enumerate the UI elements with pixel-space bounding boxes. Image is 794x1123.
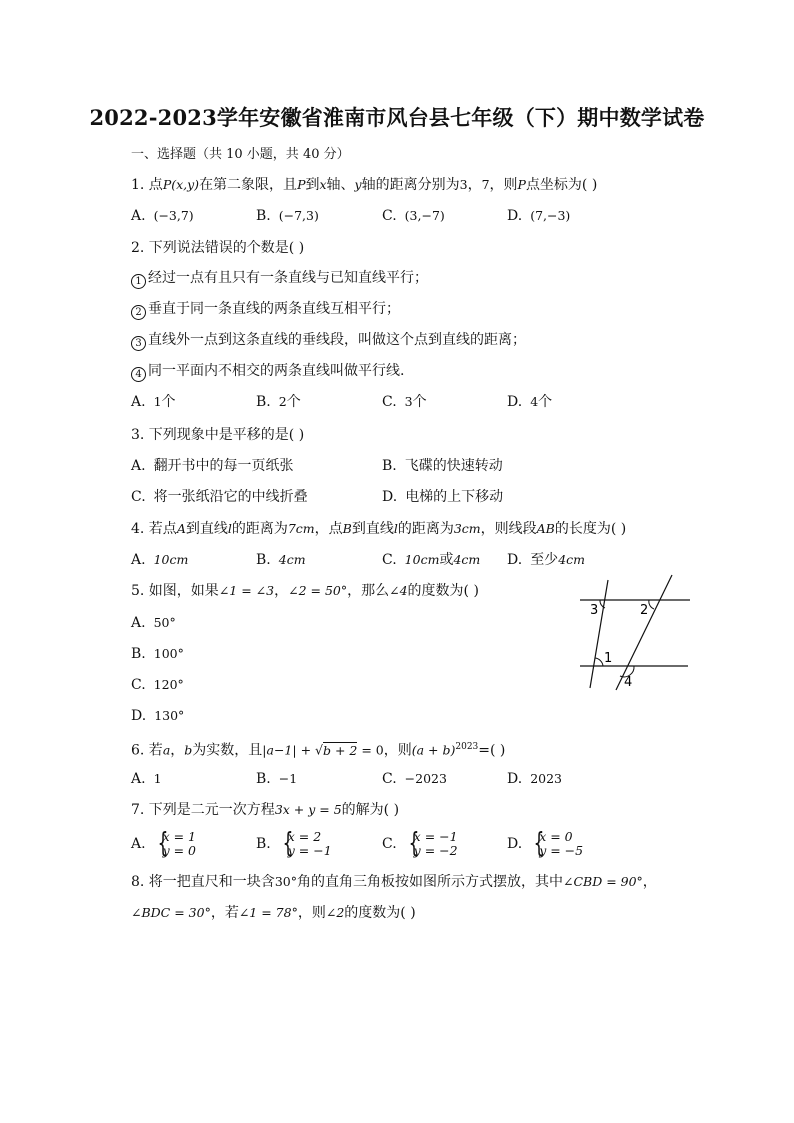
- angle-2-arc: [649, 600, 654, 609]
- right-transversal: [616, 575, 672, 690]
- brace-icon: {: [282, 826, 294, 859]
- q4-option-b[interactable]: [256, 551, 306, 569]
- statement-text: 同一平面内不相交的两条直线叫做平行线.: [148, 363, 405, 379]
- system-line: y = −2: [413, 843, 458, 858]
- angle-label: 4: [624, 675, 633, 690]
- option-label: B.: [256, 394, 271, 410]
- option-text: 130°: [154, 708, 185, 723]
- q1-option-a[interactable]: [131, 207, 194, 225]
- option-math: 10cm: [404, 552, 440, 567]
- sqrt-sign: √: [315, 742, 323, 758]
- option-label: D.: [131, 708, 147, 724]
- q6-op: = 0: [357, 742, 384, 758]
- q5-option-c[interactable]: [131, 676, 184, 694]
- q1-var: y: [354, 177, 362, 192]
- q2-option-d[interactable]: [507, 393, 552, 411]
- q8-expr: ∠2: [325, 905, 345, 920]
- question-7-stem: [131, 801, 399, 819]
- q2-statement: [131, 331, 526, 351]
- option-unit: 个: [161, 394, 176, 410]
- option-label: C.: [382, 771, 397, 787]
- q7-text: 的解为( ): [341, 802, 400, 818]
- option-label: C.: [131, 489, 146, 505]
- q5-text: ，: [274, 583, 289, 599]
- q5-parallel-lines-figure: [576, 572, 692, 696]
- q4-text: 的长度为( ): [554, 521, 627, 537]
- q1-text: ，: [467, 177, 482, 193]
- option-label: B.: [256, 552, 271, 568]
- option-text: 至少: [530, 552, 559, 568]
- option-label: D.: [507, 552, 523, 568]
- system-line: y = 0: [162, 843, 196, 858]
- angle-1-arc: [595, 658, 603, 666]
- brace-icon: {: [408, 826, 419, 859]
- option-label: A.: [131, 771, 146, 787]
- q2-option-c[interactable]: [382, 393, 427, 411]
- q1-text: 轴的距离分别为: [361, 177, 460, 193]
- q7-equation: 3x + y = 5: [274, 802, 342, 817]
- q8-expr: ∠BDC = 30°: [131, 905, 211, 920]
- q5-text: ，那么: [347, 583, 390, 599]
- q8-expr: ∠CBD = 90°: [562, 874, 643, 889]
- q1-var: P: [517, 177, 526, 192]
- statement-text: 直线外一点到这条直线的垂线段，叫做这个点到直线的距离；: [148, 332, 526, 348]
- option-label: C.: [382, 208, 397, 224]
- equation-system: [154, 826, 196, 859]
- option-unit: 个: [538, 394, 553, 410]
- q4-text: 到直线: [351, 521, 394, 537]
- option-label: D.: [382, 489, 398, 505]
- option-label: A.: [131, 615, 146, 631]
- option-text: 100°: [153, 646, 184, 661]
- q5-option-b[interactable]: [131, 645, 184, 663]
- option-label: C.: [131, 677, 146, 693]
- circled-number: 1: [131, 274, 146, 289]
- option-label: A.: [131, 208, 146, 224]
- q6-exponent: 2023: [455, 742, 479, 752]
- q5-text: 5. 如图，如果: [131, 583, 219, 599]
- brace-icon: {: [157, 826, 168, 859]
- equation-system: [279, 826, 332, 859]
- q6-power-base: (a + b): [411, 742, 456, 758]
- option-label: D.: [507, 771, 523, 787]
- q1-text: 在第二象限，且: [199, 177, 298, 193]
- option-label: A.: [131, 394, 146, 410]
- option-num: 1: [153, 394, 162, 409]
- option-label: C.: [382, 552, 397, 568]
- q6-var: b: [184, 742, 193, 758]
- q4-option-a[interactable]: [131, 551, 188, 569]
- q5-option-a[interactable]: [131, 614, 176, 632]
- option-math: 4cm: [278, 552, 306, 567]
- q6-var: a: [162, 742, 171, 758]
- q4-var: l: [227, 521, 232, 536]
- option-text: (−3,7): [153, 208, 194, 223]
- system-line: x = 1: [162, 829, 196, 844]
- q7-option-d[interactable]: [507, 826, 584, 859]
- question-8-stem-cont: [131, 904, 416, 922]
- option-num: 2: [278, 394, 287, 409]
- option-text: 电梯的上下移动: [405, 489, 504, 505]
- q6-text: ，则: [383, 742, 412, 759]
- question-5-stem: [131, 582, 479, 600]
- q4-var: l: [393, 521, 398, 536]
- option-unit: 个: [412, 394, 427, 410]
- system-line: x = −1: [413, 829, 458, 844]
- option-text: −1: [278, 771, 298, 786]
- brace-icon: {: [533, 826, 545, 859]
- q2-statement: [131, 362, 404, 382]
- q7-option-c[interactable]: [382, 826, 458, 859]
- q6-option-a[interactable]: [131, 770, 162, 788]
- q4-var: A: [176, 521, 186, 536]
- q4-text: 4. 若点: [131, 521, 177, 537]
- q1-text: ，则: [489, 177, 518, 193]
- page-title: 2022-2023学年安徽省淮南市风台县七年级（下）期中数学试卷: [89, 105, 705, 130]
- question-4-stem: [131, 520, 626, 538]
- q4-text: 的距离为: [231, 521, 288, 537]
- q8-text: ，则: [297, 905, 326, 921]
- option-math: 4cm: [453, 552, 481, 567]
- angle-label: 3: [590, 603, 599, 618]
- q1-text: 轴、: [326, 177, 355, 193]
- statement-text: 垂直于同一条直线的两条直线互相平行；: [148, 301, 400, 317]
- option-text: 翻开书中的每一页纸张: [153, 458, 294, 474]
- q6-option-c[interactable]: [382, 770, 447, 788]
- option-unit: 个: [286, 394, 301, 410]
- circled-number: 3: [131, 336, 146, 351]
- system-line: y = −1: [287, 843, 332, 858]
- q4-var: B: [342, 521, 352, 536]
- q6-sqrt-expr: b + 2: [322, 742, 358, 758]
- option-text: 120°: [153, 677, 184, 692]
- q1-option-d[interactable]: [507, 207, 570, 225]
- system-line: x = 2: [287, 829, 322, 844]
- option-text: (7,−3): [530, 208, 571, 223]
- option-math: 10cm: [153, 552, 189, 567]
- q3-option-a[interactable]: [131, 457, 294, 475]
- circled-number: 2: [131, 305, 146, 320]
- option-label: D.: [507, 836, 523, 852]
- section-heading: 一、选择题（共 10 小题，共 40 分）: [131, 147, 350, 162]
- q1-text: 1. 点: [131, 177, 163, 193]
- q4-text: 到直线: [185, 521, 228, 537]
- q8-degree: 30°: [274, 874, 297, 889]
- angle-label: 2: [640, 603, 649, 618]
- left-transversal: [590, 580, 608, 688]
- q8-text: 8. 将一把直尺和一块含: [131, 874, 275, 890]
- q6-text: ，: [170, 742, 185, 759]
- q5-text: 的度数为( ): [407, 583, 479, 599]
- option-label: B.: [131, 646, 146, 662]
- q8-text: ，若: [210, 905, 239, 921]
- q6-abs-expr: |a−1|: [262, 742, 297, 758]
- q3-option-c[interactable]: [131, 488, 308, 506]
- question-8-stem: [131, 873, 657, 891]
- q4-var: AB: [536, 521, 555, 536]
- q8-text: 的度数为( ): [344, 905, 416, 921]
- q7-option-b[interactable]: [256, 826, 332, 859]
- option-label: B.: [382, 458, 397, 474]
- q6-text: =( ): [478, 742, 506, 759]
- option-text: 2023: [530, 771, 562, 786]
- q5-expr: ∠4: [389, 583, 408, 598]
- q2-statement: [131, 269, 428, 289]
- question-3-stem: 3. 下列现象中是平移的是( ): [131, 427, 305, 443]
- option-text: 飞碟的快速转动: [404, 458, 503, 474]
- q1-var: P: [297, 177, 306, 192]
- q1-text: 到: [305, 177, 320, 193]
- q1-option-c[interactable]: [382, 207, 445, 225]
- option-text: (3,−7): [404, 208, 445, 223]
- system-line: x = 0: [539, 829, 573, 844]
- q8-expr: ∠1 = 78°: [238, 905, 298, 920]
- circled-number: 4: [131, 367, 146, 382]
- equation-system: [405, 826, 458, 859]
- equation-system: [530, 826, 584, 859]
- q4-option-d[interactable]: [507, 551, 585, 569]
- option-num: 4: [530, 394, 539, 409]
- q4-distance: 7cm: [287, 521, 315, 536]
- option-label: B.: [256, 771, 271, 787]
- option-text: 1: [153, 771, 162, 786]
- q5-expr: ∠1 = ∠3: [218, 583, 275, 598]
- q6-text: 为实数，且: [192, 742, 263, 759]
- option-label: C.: [382, 836, 397, 852]
- option-label: B.: [256, 208, 271, 224]
- q3-option-d[interactable]: [382, 488, 503, 506]
- q1-var: x: [319, 177, 327, 192]
- q4-text: ，点: [314, 521, 343, 537]
- q8-text: ，: [642, 874, 657, 890]
- q2-option-b[interactable]: [256, 393, 301, 411]
- q7-option-a[interactable]: [131, 826, 196, 859]
- system-line: y = −5: [539, 843, 584, 858]
- question-6-stem: [131, 738, 505, 760]
- option-text: 或: [439, 552, 454, 568]
- q5-option-d[interactable]: [131, 707, 184, 725]
- option-label: C.: [382, 394, 397, 410]
- statement-text: 经过一点有且只有一条直线与已知直线平行；: [148, 270, 428, 286]
- option-text: 将一张纸沿它的中线折叠: [153, 489, 308, 505]
- question-1-stem: [131, 176, 597, 194]
- q6-option-b[interactable]: [256, 770, 297, 788]
- option-text: (−7,3): [278, 208, 319, 223]
- q1-num: 7: [481, 177, 490, 192]
- angle-label: 1: [604, 651, 613, 666]
- q4-text: ，则线段: [480, 521, 537, 537]
- q4-text: 的距离为: [397, 521, 454, 537]
- option-label: D.: [507, 394, 523, 410]
- option-label: A.: [131, 552, 146, 568]
- option-text: 50°: [153, 615, 176, 630]
- q4-option-c[interactable]: [382, 551, 480, 569]
- q1-option-b[interactable]: [256, 207, 319, 225]
- q5-expr: ∠2 = 50°: [288, 583, 348, 598]
- q4-distance: 3cm: [453, 521, 481, 536]
- q8-text: 角的直角三角板按如图所示方式摆放，其中: [296, 874, 563, 890]
- option-label: D.: [507, 208, 523, 224]
- q6-text: 6. 若: [131, 742, 163, 759]
- option-math: 4cm: [558, 552, 585, 567]
- option-label: A.: [131, 458, 146, 474]
- q2-option-a[interactable]: [131, 393, 176, 411]
- q1-point: P(x,y): [162, 177, 200, 192]
- q7-text: 7. 下列是二元一次方程: [131, 802, 275, 818]
- option-text: −2023: [404, 771, 447, 786]
- option-label: B.: [256, 836, 271, 852]
- q1-num: 3: [459, 177, 468, 192]
- option-num: 3: [404, 394, 413, 409]
- q6-op: +: [296, 742, 316, 758]
- q3-option-b[interactable]: [382, 457, 503, 475]
- q1-text: 点坐标为( ): [525, 177, 598, 193]
- option-label: A.: [131, 836, 146, 852]
- q6-option-d[interactable]: [507, 770, 562, 788]
- q2-statement: [131, 300, 400, 320]
- question-2-stem: 2. 下列说法错误的个数是( ): [131, 240, 305, 256]
